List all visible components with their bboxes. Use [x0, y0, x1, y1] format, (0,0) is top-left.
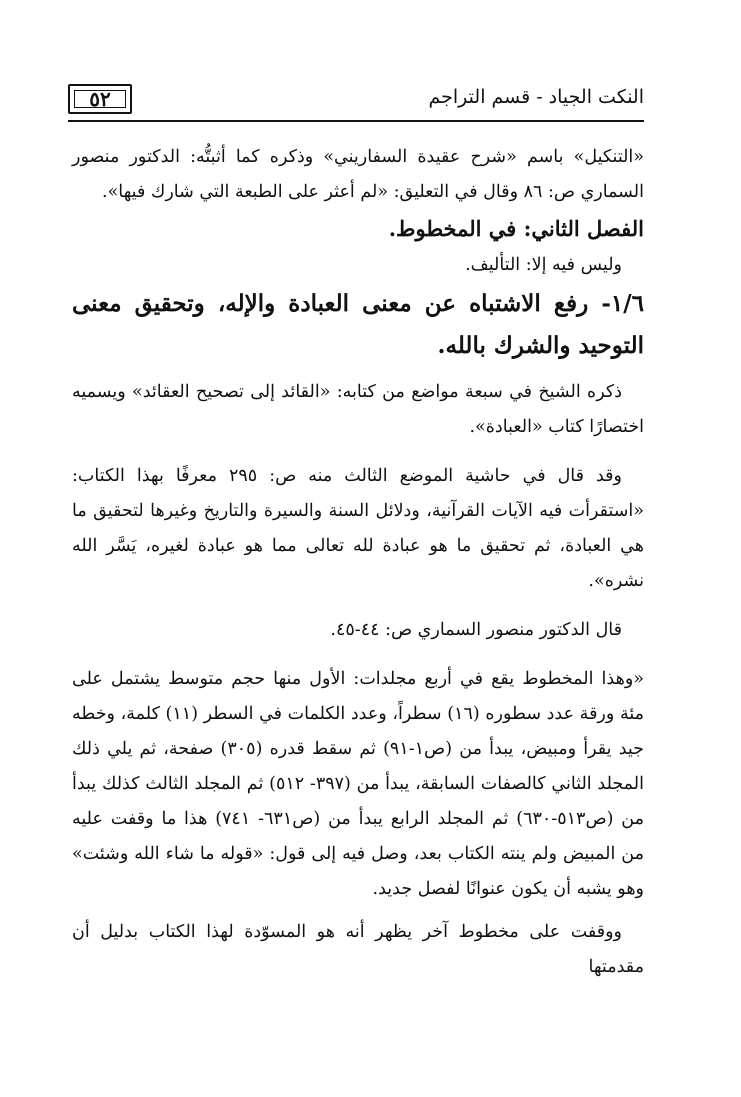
- running-title: النكت الجياد - قسم التراجم: [428, 86, 644, 108]
- chapter-heading: الفصل الثاني: في المخطوط.: [388, 216, 644, 241]
- paragraph-footnote-quote: وقد قال في حاشية الموضع الثالث منه ص: ٢٩٥ معرفًا بهذا الكتاب: «استقرأت فيه الآيات القرآنية، ودلائل السنة والسيرة والتاريخ وغيرها لتحقيق ما هي العبادة، ثم تحقيق ما هو عبادة لله تعالى مما هو عبادة لغيره، يَسَّر الله نشره».: [72, 466, 644, 591]
- paragraph-continuation: «التنكيل» باسم «شرح عقيدة السفاريني» وذكره كما أثبتُّه: الدكتور منصور السماري ص: ٨٦ وقال في التعليق: «لم أعثر على الطبعة التي شارك فيها».: [72, 147, 644, 202]
- page-body: [72, 140, 644, 985]
- header-rule: [68, 120, 644, 122]
- paragraph-mentions: ذكره الشيخ في سبعة مواضع من كتابه: «القائد إلى تصحيح العقائد» ويسميه اختصارًا كتاب «العبادة».: [72, 382, 644, 437]
- paragraph-citation: قال الدكتور منصور السماري ص: ٤٤-٤٥.: [330, 620, 622, 640]
- section-heading: ١/٦- رفع الاشتباه عن معنى العبادة والإله، وتحقيق معنى التوحيد والشرك بالله.: [72, 290, 644, 359]
- paragraph-authoring-note: وليس فيه إلا: التأليف.: [465, 255, 622, 275]
- paragraph-manuscript-description: «وهذا المخطوط يقع في أربع مجلدات: الأول منها حجم متوسط يشتمل على مئة ورقة عدد سطوره (١٦) سطراً، وعدد الكلمات في السطر (١١) كلمة، وخطه جيد يقرأ ومبيض، يبدأ من (ص١-٩١) ثم سقط قدره (٣٠٥) صفحة، ثم يلي ذلك المجلد الثاني كالصفات السابقة، يبدأ من (٣٩٧- ٥١٢) ثم المجلد الثالث كذلك يبدأ من (ص٥١٣-٦٣٠) ثم المجلد الرابع يبدأ من (ص٦٣١- ٧٤١) هذا ما وقفت عليه من المبيض ولم ينته الكتاب بعد، وصل فيه إلى قول: «قوله ما شاء الله وشئت» وهو يشبه أن يكون عنوانًا لفصل جديد.: [72, 669, 644, 899]
- page-header: [68, 78, 644, 122]
- paragraph-draft-manuscript: ووقفت على مخطوط آخر يظهر أنه هو المسوّدة لهذا الكتاب بدليل أن مقدمتها: [72, 922, 644, 977]
- page-number: ٥٢: [68, 84, 132, 114]
